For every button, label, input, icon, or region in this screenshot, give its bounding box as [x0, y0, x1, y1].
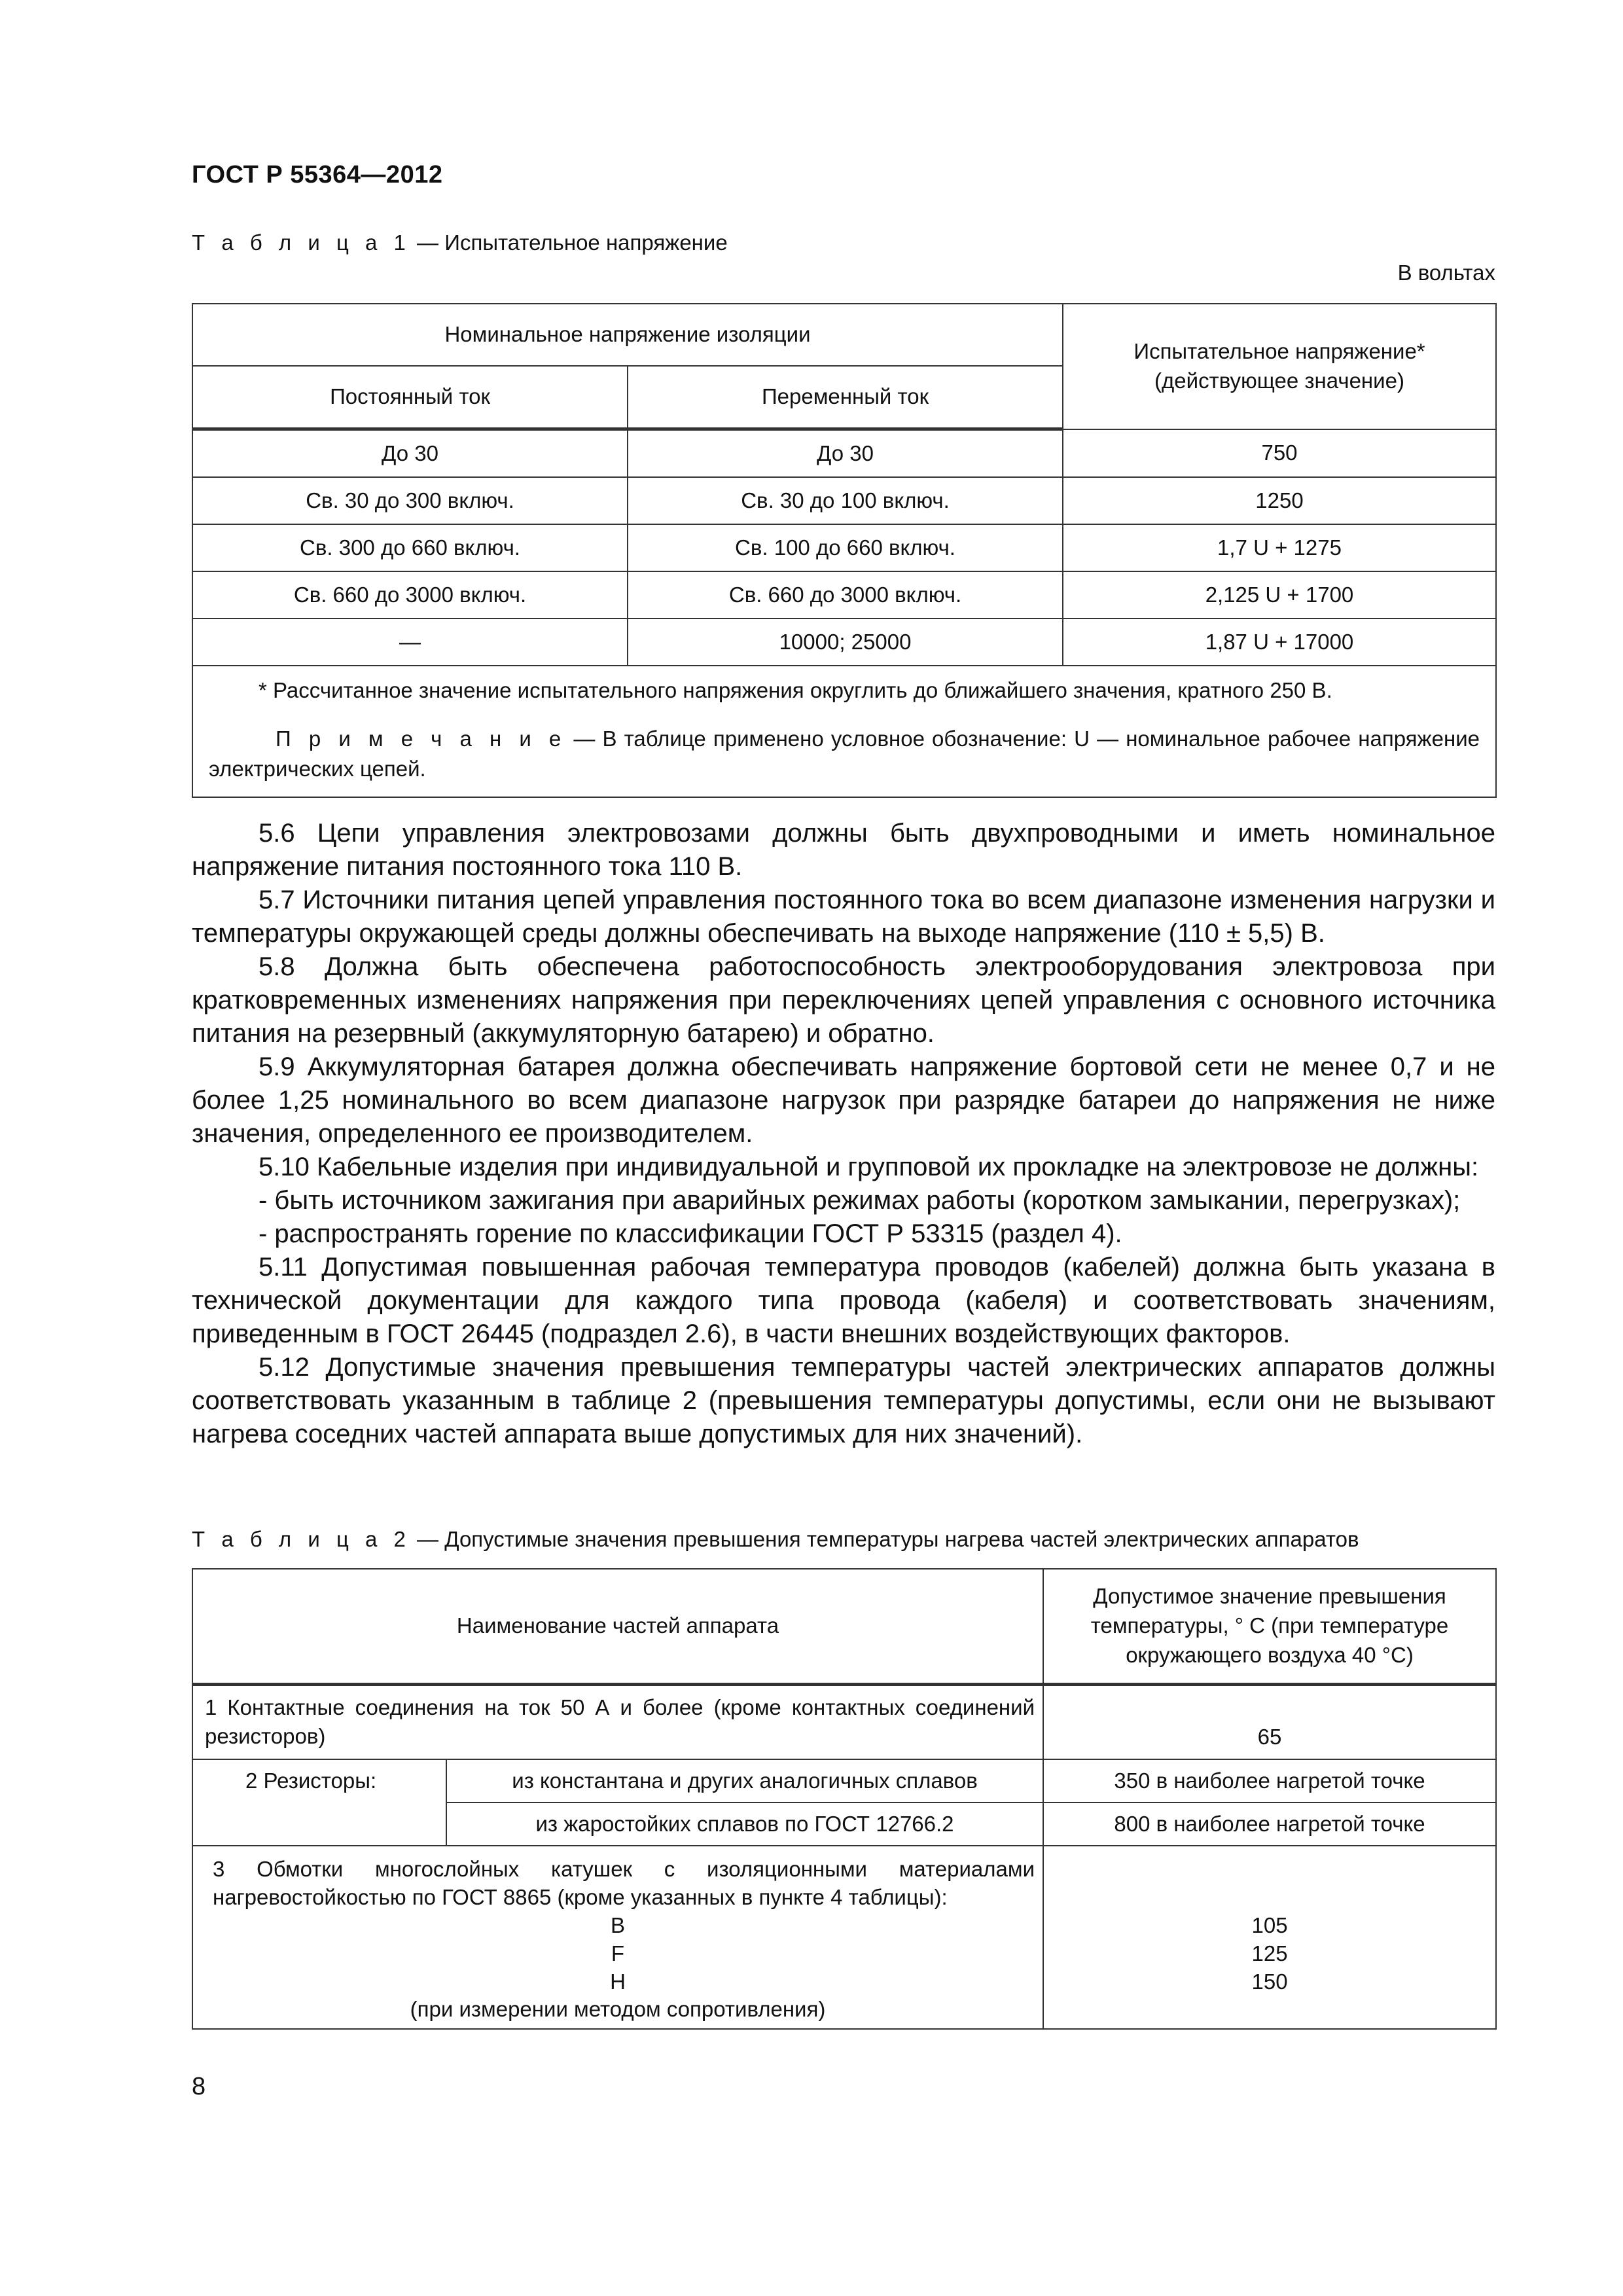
note-text: — В таблице применено условное обозначение: U — номинальное рабочее напряжение электрических цепей.: [209, 726, 1480, 781]
row3-intro: 3 Обмотки многослойных катушек с изоляционными материалами нагревостойкостью по ГОСТ 8865 (кроме указанных в пункте 4 таблицы):: [213, 1857, 1035, 1909]
cell-dc: Св. 660 до 3000 включ.: [192, 571, 628, 619]
table-row: [192, 429, 1496, 478]
paragraph-5-10: 5.10 Кабельные изделия при индивидуальной и групповой их прокладке на электровозе не должны:: [259, 1153, 1479, 1181]
row1-part: 1 Контактные соединения на ток 50 А и более (кроме контактных соединений резисторов): [192, 1684, 1043, 1759]
page-number: 8: [192, 2073, 206, 2100]
list-item: - быть источником зажигания при аварийных режимах работы (коротком замыкании, перегрузках);: [259, 1186, 1461, 1215]
value-b: 105: [1251, 1913, 1288, 1937]
cell-test: 2,125 U + 1700: [1063, 571, 1496, 619]
paragraph-5-9: 5.9 Аккумуляторная батарея должна обеспечивать напряжение бортовой сети не менее 0,7 и не более 1,25 номинального во всем диапазоне нагрузок при разрядке батареи до напряжения не ниже значения, определенного ее производителем.: [192, 1052, 1495, 1148]
cell-ac: 10000; 25000: [628, 619, 1063, 666]
table2-caption-label: Т а б л и ц а 2: [192, 1527, 411, 1551]
cell-test: 750: [1063, 429, 1496, 478]
table1-note: [209, 724, 1480, 784]
document-header: ГОСТ Р 55364—2012: [192, 161, 443, 188]
header-dc: Постоянный ток: [192, 366, 628, 429]
cell-ac: До 30: [628, 429, 1063, 478]
table2-caption: [192, 1527, 1359, 1552]
cell-test: 1250: [1063, 477, 1496, 524]
table2-caption-text: — Допустимые значения превышения температуры нагрева частей электрических аппаратов: [410, 1527, 1359, 1551]
table1-footnote: * Рассчитанное значение испытательного напряжения округлить до ближайшего значения, кратного 250 В.: [259, 678, 1332, 702]
row2a-part: из константана и других аналогичных сплавов: [446, 1759, 1043, 1803]
paragraph-5-11: 5.11 Допустимая повышенная рабочая температура проводов (кабелей) должна быть указана в технической документации для каждого типа провода (кабеля) и соответствовать значениям, приведенным в ГОСТ 26445 (подраздел 2.6), в части внешних воздействующих факторов.: [192, 1253, 1495, 1348]
header-test-voltage-line2: (действующее значение): [1154, 368, 1404, 393]
paragraph-5-8: 5.8 Должна быть обеспечена работоспособность электрооборудования электровоза при кратковременных изменениях напряжения при переключениях цепей управления с основного источника питания на резервный (аккумуляторную батарею) и обратно.: [192, 952, 1495, 1048]
cell-ac: Св. 30 до 100 включ.: [628, 477, 1063, 524]
header-part-name: Наименование частей аппарата: [192, 1569, 1043, 1684]
value-f: 125: [1251, 1941, 1288, 1965]
note-label: П р и м е ч а н и е: [276, 726, 567, 751]
header-test-voltage: [1063, 304, 1496, 429]
table1-units: В вольтах: [1397, 260, 1495, 285]
table1-caption-text: — Испытательное напряжение: [410, 230, 728, 255]
row2b-value: 800 в наиболее нагретой точке: [1043, 1803, 1496, 1846]
table-row: [192, 524, 1496, 571]
header-nominal-voltage: Номинальное напряжение изоляции: [192, 304, 1063, 366]
header-test-voltage-line1: Испытательное напряжение*: [1133, 339, 1425, 364]
row3-classes: [201, 1912, 1035, 2024]
cell-dc: —: [192, 619, 628, 666]
table1-notes: [192, 666, 1496, 797]
row2a-value: 350 в наиболее нагретой точке: [1043, 1759, 1496, 1803]
class-b: B: [611, 1912, 626, 1937]
cell-dc: Св. 300 до 660 включ.: [192, 524, 628, 571]
cell-dc: До 30: [192, 429, 628, 478]
header-allowed-value: Допустимое значение превышения температуры, ° С (при температуре окружающего воздуха 40 °С): [1043, 1569, 1496, 1684]
row3-part: [192, 1846, 1043, 2029]
table-row: [192, 477, 1496, 524]
cell-test: 1,87 U + 17000: [1063, 619, 1496, 666]
class-f: F: [611, 1941, 625, 1965]
cell-ac: Св. 660 до 3000 включ.: [628, 571, 1063, 619]
body-text: [192, 817, 1495, 1451]
paragraph-5-6: 5.6 Цепи управления электровозами должны быть двухпроводными и иметь номинальное напряжение питания постоянного тока 110 В.: [192, 819, 1495, 881]
table1-caption: [192, 230, 728, 255]
class-h: H: [610, 1969, 626, 1994]
test-voltage-table: [192, 303, 1497, 798]
paragraph-5-12: 5.12 Допустимые значения превышения температуры частей электрических аппаратов должны соответствовать указанным в таблице 2 (превышения температуры допустимы, если они не вызывают нагрева соседних частей аппарата выше допустимых для них значений).: [192, 1353, 1495, 1448]
temperature-rise-table: [192, 1568, 1497, 2030]
row3-values: [1043, 1846, 1496, 2029]
paragraph-5-7: 5.7 Источники питания цепей управления постоянного тока во всем диапазоне изменения нагрузки и температуры окружающей среды должны обеспечивать на выходе напряжение (110 ± 5,5) В.: [192, 886, 1495, 948]
row1-value: 65: [1043, 1684, 1496, 1759]
value-h: 150: [1251, 1969, 1288, 1994]
list-item: - распространять горение по классификации ГОСТ Р 53315 (раздел 4).: [259, 1219, 1122, 1248]
row2-label: 2 Резисторы:: [192, 1759, 446, 1846]
table-row: [192, 571, 1496, 619]
row3-method: (при измерении методом сопротивления): [410, 1997, 826, 2022]
cell-test: 1,7 U + 1275: [1063, 524, 1496, 571]
cell-ac: Св. 100 до 660 включ.: [628, 524, 1063, 571]
table1-caption-label: Т а б л и ц а 1: [192, 230, 411, 255]
cell-dc: Св. 30 до 300 включ.: [192, 477, 628, 524]
table-row: [192, 619, 1496, 666]
row2b-part: из жаростойких сплавов по ГОСТ 12766.2: [446, 1803, 1043, 1846]
header-ac: Переменный ток: [628, 366, 1063, 429]
